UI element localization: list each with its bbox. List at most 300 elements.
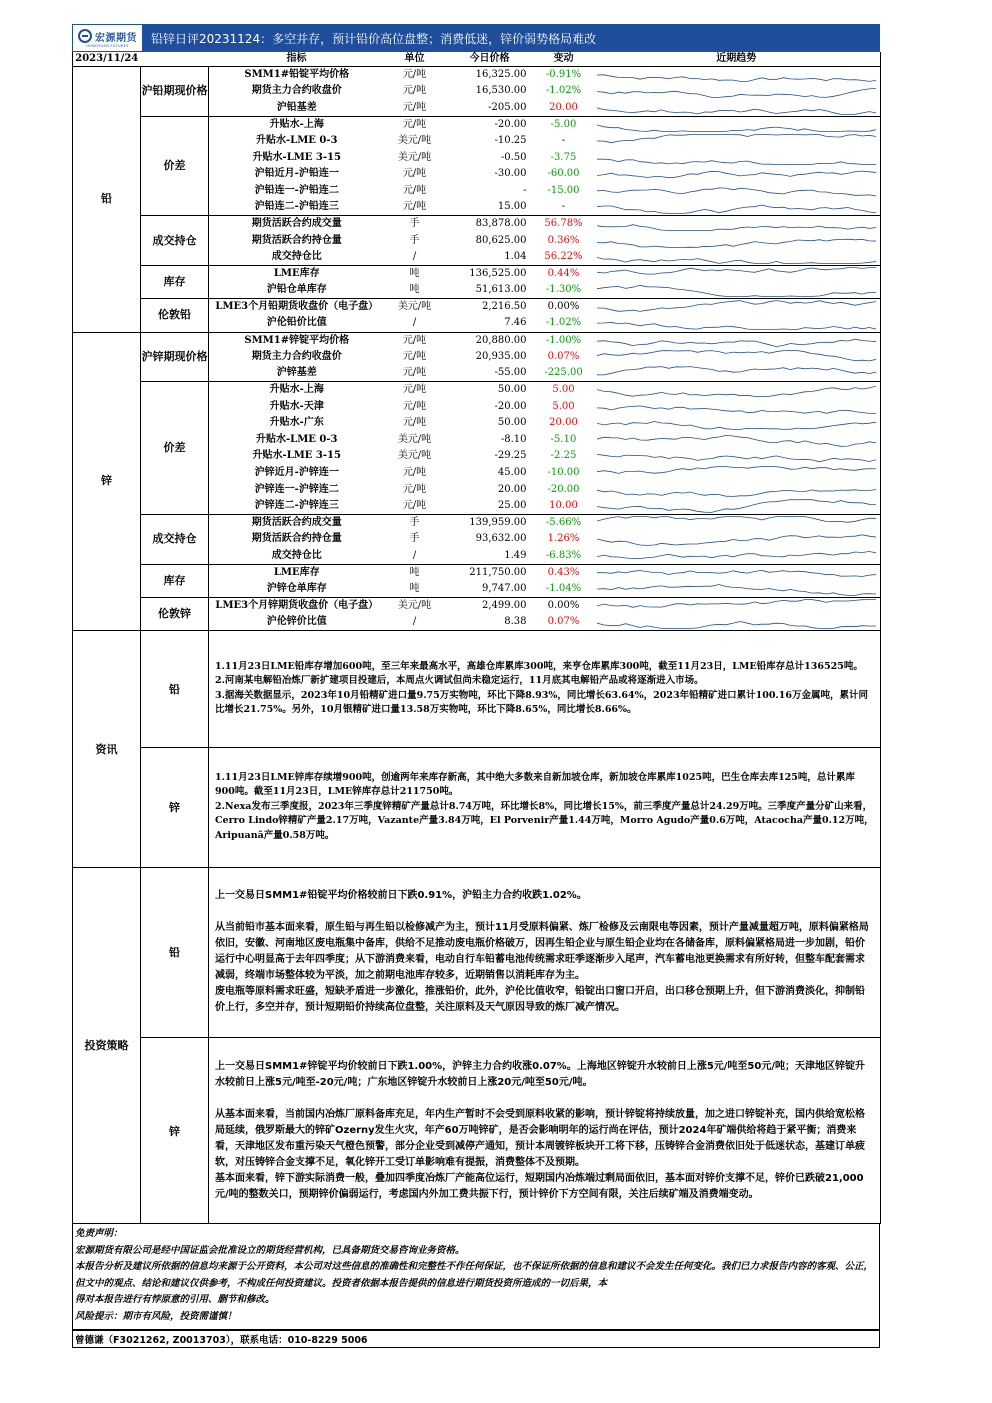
sparkline-line (597, 323, 877, 330)
company-logo (73, 25, 143, 51)
disclaimer (72, 1224, 880, 1330)
sparkline-line (597, 551, 877, 558)
price-value: 16,325.00 (475, 69, 527, 81)
unit-value: 元/吨 (402, 350, 427, 362)
sparkline-svg (597, 349, 877, 365)
market-data-table (72, 52, 881, 631)
sparkline-svg (597, 531, 877, 547)
strategy-zinc-para: 上一交易日SMM1#锌锭平均价较前日下跌1.00%，沪锌主力合约收涨0.07%。上海地区锌锭升水较前日上涨5元/吨至50元/吨；天津地区锌锭升水较前日上涨5元/吨至-20元/吨；广东地区锌锭升水较前日上涨20元/吨至50元/吨。 (215, 1060, 866, 1088)
news-zinc-text (209, 747, 881, 867)
change-value: 56.22% (535, 249, 593, 266)
sparkline-svg (597, 249, 877, 265)
trend-sparkline (593, 83, 881, 100)
unit-value: 手 (409, 234, 420, 246)
sparkline-svg (597, 100, 877, 116)
sparkline-line (597, 225, 877, 231)
news-zinc-row (73, 747, 881, 867)
sparkline-line (597, 125, 877, 131)
unit-value: 美元/吨 (397, 450, 432, 462)
news-lead-para: 3.据海关数据显示，2023年10月铅精矿进口量9.75万实物吨，环比下降8.93%，同比增长63.64%，2023年铅精矿进口累计100.16万金属吨，累计同比增长21.75%。另外，10月银精矿进口量13.58万实物吨，环比下降8.65%，同比增长8.66%。 (215, 689, 868, 716)
trend-sparkline (593, 315, 881, 332)
sparkline-line (597, 406, 877, 414)
change-value: -5.10 (550, 433, 577, 445)
sparkline-svg (597, 83, 877, 99)
sparkline-svg (597, 614, 877, 630)
trend-sparkline (593, 332, 881, 349)
disclaimer-line: 宏源期货有限公司是经中国证监会批准设立的期货经营机构，已具备期货交易咨询业务资格。 (75, 1244, 465, 1256)
change-value: -1.02% (545, 85, 582, 97)
col-price: 今日价格 (445, 52, 535, 67)
trend-sparkline (593, 100, 881, 117)
table-row (73, 216, 881, 233)
indicator-name: 升贴水-上海 (269, 384, 324, 396)
trend-sparkline (593, 481, 881, 498)
unit-value: 美元/吨 (397, 135, 432, 147)
sparkline-svg (597, 548, 877, 564)
indicator-name: 沪铅连二-沪铅连三 (209, 199, 385, 216)
sparkline-svg (597, 233, 877, 249)
report-header (72, 24, 880, 52)
strategy-lead-para: 从当前铅市基本面来看，原生铅与再生铅以检修减产为主，预计11月受原料偏紧、炼厂检修及云南限电等因素，预计产量减量超万吨，原料偏紧格局依旧，安徽、河南地区废电瓶集中备库，供给不足推动废电瓶价格破万，因再生铅企业与原生铅企业均在各储备库，原料偏紧格局进一步加剧，铅价运行中心明显高于去年四季度；从下游消费来看，电动自行车铅蓄电池传统需求旺季逐渐步入尾声，汽车蓄电池更换需求有所好转，但整车配套需求减弱，终端市场整体较为平淡，加之前期电池库存较多，近期销售以消耗库存为主。 (215, 922, 869, 982)
zinc-category-label: 沪锌期现价格 (141, 332, 209, 382)
indicator-name: 沪铅基差 (209, 100, 385, 117)
sparkline-line (597, 467, 877, 474)
trend-sparkline (593, 133, 881, 150)
trend-sparkline (593, 548, 881, 565)
price-value: 50.00 (497, 384, 527, 396)
table-row (73, 116, 881, 133)
price-value: 83,878.00 (475, 218, 527, 230)
price-value: 1.49 (445, 548, 535, 565)
price-value: 211,750.00 (469, 566, 527, 578)
trend-sparkline (593, 249, 881, 266)
change-value: -5.00 (550, 118, 577, 130)
price-value: 80,625.00 (475, 234, 527, 246)
sparkline-line (597, 159, 877, 164)
price-value: 2,499.00 (481, 600, 527, 612)
unit-value: 元/吨 (402, 417, 427, 429)
indicator-name: 沪铅近月-沪铅连一 (254, 168, 339, 180)
price-value: 1.04 (445, 249, 535, 266)
unit-value: 美元/吨 (397, 301, 432, 313)
sparkline-line (597, 535, 877, 546)
indicator-name: SMM1#锌锭平均价格 (244, 334, 350, 346)
sparkline-svg (597, 365, 877, 381)
sparkline-line (597, 435, 877, 446)
strategy-zinc-para: 基本面来看，锌下游实际消费一般，叠加四季度冶炼厂产能高位运行，短期国内冶炼端过剩局面依旧，基本面对锌价支撑不足，锌价已跌破21,000元/吨的整数关口，预期锌价偏弱运行，考虑国内外加工费共振下行，预计锌价下方空间有限，关注后续矿端及消费端变动。 (215, 1172, 864, 1200)
trend-sparkline (593, 465, 881, 482)
col-change: 变动 (535, 52, 593, 67)
table-row (73, 67, 881, 84)
sparkline-line (597, 171, 877, 178)
news-label: 资讯 (73, 631, 141, 867)
lead-category-label: 成交持仓 (141, 216, 209, 266)
trend-sparkline (593, 614, 881, 631)
table-header-row (73, 52, 881, 67)
unit-value: / (385, 249, 445, 266)
col-unit: 单位 (385, 52, 445, 67)
news-lead-row (73, 631, 881, 747)
trend-sparkline (593, 515, 881, 532)
trend-sparkline (593, 382, 881, 399)
sparkline-svg (597, 432, 877, 448)
change-value: 20.00 (535, 100, 593, 117)
indicator-name: 期货主力合约收盘价 (251, 350, 342, 362)
change-value: - (535, 199, 593, 216)
sparkline-line (597, 75, 877, 82)
price-value: 9,747.00 (445, 581, 535, 598)
sparkline-line (597, 600, 877, 608)
unit-value: 元/吨 (402, 69, 427, 81)
sparkline-line (597, 135, 877, 143)
change-value: 5.00 (552, 400, 575, 412)
unit-value: 手 (409, 517, 420, 529)
trend-sparkline (593, 531, 881, 548)
price-value: -8.10 (500, 433, 527, 445)
unit-value: / (385, 614, 445, 631)
change-value: 0.43% (547, 566, 580, 578)
trend-sparkline (593, 365, 881, 382)
unit-value: / (385, 315, 445, 332)
sparkline-svg (597, 166, 877, 182)
change-value: -225.00 (535, 365, 593, 382)
trend-sparkline (593, 498, 881, 515)
price-value: 51,613.00 (445, 282, 535, 299)
indicator-name: 成交持仓比 (209, 548, 385, 565)
sparkline-line (597, 584, 877, 595)
logo-icon (78, 29, 92, 43)
table-row (73, 299, 881, 316)
strategy-lead-text (209, 868, 881, 1038)
indicator-name: 沪铅连一-沪铅连二 (254, 184, 339, 196)
price-value: -205.00 (445, 100, 535, 117)
news-lead-para: 1.11月23日LME铅库存增加600吨，至三年来最高水平，高雄仓库累库300吨，来亨仓库累库300吨，截至11月23日，LME铅库存总计136525吨。 (215, 660, 863, 672)
indicator-name: SMM1#铅锭平均价格 (244, 69, 350, 81)
disclaimer-line: 本报告分析及建议所依据的信息均来源于公开资料，本公司对这些信息的准确性和完整性不作任何保证，也不保证所依据的信息和建议不会发生任何变化。我们已力求报告内容的客观、公正，但文中的观点、结论和建议仅供参考，不构成任何投资建议。投资者依据本报告提供的信息进行期货投资所造成的一切后果，本 (75, 1261, 874, 1289)
news-zinc-para: 2.Nexa发布三季度报，2023年三季度锌精矿产量总计8.74万吨，环比增长8%，同比增长15%，前三季度产量总计24.29万吨。三季度产量分矿山来看，Cerro Lindo锌精矿产量2.17万吨，Vazante产量3.84万吨，El Porvenir产量1.44万吨，Morro Agudo产量0.6万吨，Atacocha产量0.12万吨，Aripuanã产量0.58万吨。 (215, 800, 874, 841)
table-row (73, 382, 881, 399)
strategy-table (72, 868, 881, 1225)
unit-value: 元/吨 (402, 400, 427, 412)
price-value: 93,632.00 (475, 533, 527, 545)
table-row (73, 515, 881, 532)
change-value: 10.00 (535, 498, 593, 515)
change-value: 0.07% (535, 614, 593, 631)
indicator-name: LME3个月铅期货收盘价（电子盘） (215, 301, 379, 313)
change-value: 5.00 (552, 384, 575, 396)
sparkline-svg (597, 465, 877, 481)
price-value: -55.00 (445, 365, 535, 382)
change-value: -1.02% (535, 315, 593, 332)
unit-value: 美元/吨 (397, 600, 432, 612)
indicator-name: 期货活跃合约持仓量 (251, 533, 342, 545)
news-zinc-para: 1.11月23日LME锌库存续增900吨，创逾两年来库存新高，其中绝大多数来自新加坡仓库，新加坡仓库累库1025吨，巴生仓库去库125吨，总计累库900吨。截至11月23日，LME锌库存总计211750吨。 (215, 771, 855, 798)
unit-value: 元/吨 (385, 498, 445, 515)
change-value: -1.00% (545, 334, 582, 346)
news-lead-text (209, 631, 881, 747)
sparkline-line (597, 367, 877, 375)
price-value: 8.38 (445, 614, 535, 631)
price-value: -30.00 (494, 168, 527, 180)
change-value: 56.78% (544, 218, 583, 230)
strategy-lead-cat: 铅 (141, 868, 209, 1038)
sparkline-svg (597, 598, 877, 614)
col-trend: 近期趋势 (593, 52, 881, 67)
sparkline-svg (597, 448, 877, 464)
sparkline-svg (597, 183, 877, 199)
logo-subtext: HONGYUAN FUTURES (86, 43, 129, 48)
sparkline-line (597, 386, 877, 396)
price-value: 20,935.00 (475, 350, 527, 362)
trend-sparkline (593, 598, 881, 615)
unit-value: 手 (409, 533, 420, 545)
price-value: 139,959.00 (469, 517, 527, 529)
indicator-name: 期货活跃合约成交量 (251, 517, 342, 529)
sparkline-svg (597, 382, 877, 398)
analyst-contact: 曾德谦（F3021262, Z0013703），联系电话：010-8229 5006 (72, 1330, 880, 1348)
sparkline-line (597, 422, 877, 430)
unit-value: 美元/吨 (397, 433, 432, 445)
sparkline-svg (597, 266, 877, 282)
indicator-name: LME库存 (273, 268, 320, 280)
news-table (72, 631, 881, 868)
indicator-name: 期货活跃合约成交量 (251, 218, 342, 230)
sparkline-svg (597, 117, 877, 133)
indicator-name: 沪锌连二-沪锌连三 (209, 498, 385, 515)
price-value: -10.25 (494, 135, 527, 147)
unit-value: 美元/吨 (397, 151, 432, 163)
indicator-name: 升贴水-LME 0-3 (256, 135, 338, 147)
strategy-zinc-para: 从基本面来看，当前国内冶炼厂原料备库充足，年内生产暂时不会受到原料收紧的影响，预计锌锭将持续放量，加之进口锌锭补充，国内供给宽松格局延续，俄罗斯最大的锌矿Ozerny发生火灾，年产60万吨锌矿，是否会影响明年的运行尚在评估，预计2024年矿端供给将趋于紧平衡；消费来看，天津地区发布重污染天气橙色预警，部分企业受到减停产通知，预计本周镀锌板块开工将下移，压铸锌合金消费依旧处于低迷状态，基建订单疲软，对压铸锌合金支撑不足，氧化锌开工受订单影响难有提振，消费整体不及预期。 (215, 1108, 865, 1168)
sparkline-line (597, 622, 877, 629)
lead-section (73, 67, 881, 333)
zinc-category-label: 价差 (141, 382, 209, 515)
indicator-name: LME库存 (273, 566, 320, 578)
indicator-name: 升贴水-上海 (269, 118, 324, 130)
sparkline-line (597, 489, 877, 496)
sparkline-svg (597, 498, 877, 514)
sparkline-svg (597, 565, 877, 581)
price-value: 20,880.00 (475, 334, 527, 346)
indicator-name: 沪伦锌价比值 (209, 614, 385, 631)
unit-value: 元/吨 (402, 118, 427, 130)
price-value: - (523, 184, 527, 196)
indicator-name: LME3个月锌期货收盘价（电子盘） (215, 600, 379, 612)
trend-sparkline (593, 166, 881, 183)
trend-sparkline (593, 448, 881, 465)
indicator-name: 沪伦铅价比值 (209, 315, 385, 332)
report-page (72, 24, 880, 1348)
sparkline-svg (597, 133, 877, 149)
change-value: -60.00 (547, 168, 580, 180)
zinc-category-label: 成交持仓 (141, 515, 209, 565)
trend-sparkline (593, 415, 881, 432)
change-value: 0.07% (547, 350, 580, 362)
sparkline-line (597, 205, 877, 213)
trend-sparkline (593, 349, 881, 366)
price-value: 20.00 (497, 483, 527, 495)
sparkline-line (597, 455, 877, 462)
unit-value: 元/吨 (402, 168, 427, 180)
strategy-zinc-text (209, 1038, 881, 1224)
sparkline-line (597, 108, 877, 115)
sparkline-svg (597, 67, 877, 83)
change-value: 0.00% (547, 301, 580, 313)
strategy-lead-para: 废电瓶等原料需求旺盛，短缺矛盾进一步激化，推涨铅价，此外，沪伦比值收窄，铅锭出口窗口开启，出口移仓预期上升，但下游消费淡化，抑制铅价上行，多空并存，预计短期铅价持续高位盘整，关注原料及天气原因导致的炼厂减产情况。 (215, 986, 865, 1014)
price-value: -29.25 (494, 450, 527, 462)
trend-sparkline (593, 216, 881, 233)
unit-value: / (385, 548, 445, 565)
price-value: 136,525.00 (469, 268, 527, 280)
strategy-zinc-row (73, 1038, 881, 1224)
price-value: 2,216.50 (481, 301, 527, 313)
strategy-label: 投资策略 (73, 868, 141, 1224)
indicator-name: 期货主力合约收盘价 (251, 85, 342, 97)
unit-value: 手 (409, 218, 420, 230)
unit-value: 元/吨 (402, 85, 427, 97)
risk-warning: 风险提示：期市有风险，投资需谨慎！ (75, 1310, 237, 1322)
change-value: -1.30% (535, 282, 593, 299)
price-value: -20.00 (494, 400, 527, 412)
sparkline-line (597, 301, 877, 312)
lead-category-label: 价差 (141, 116, 209, 216)
indicator-name: 升贴水-LME 3-15 (252, 151, 341, 163)
trend-sparkline (593, 232, 881, 249)
change-value: 0.00% (547, 600, 580, 612)
sparkline-line (597, 517, 877, 523)
sparkline-line (597, 258, 877, 264)
news-zinc-cat: 锌 (141, 747, 209, 867)
trend-sparkline (593, 282, 881, 299)
change-value: -10.00 (547, 467, 580, 479)
table-row (73, 598, 881, 615)
lead-category-label: 伦敦铅 (141, 299, 209, 332)
change-value: 1.26% (547, 533, 580, 545)
sparkline-line (597, 239, 877, 247)
indicator-name: 升贴水-广东 (269, 417, 324, 429)
strategy-zinc-cat: 锌 (141, 1038, 209, 1224)
trend-sparkline (593, 564, 881, 581)
strategy-lead-row (73, 868, 881, 1038)
change-value: -3.75 (550, 151, 577, 163)
change-value: 20.00 (549, 417, 578, 429)
sparkline-svg (597, 482, 877, 498)
unit-value: 吨 (409, 566, 420, 578)
indicator-name: 成交持仓比 (209, 249, 385, 266)
trend-sparkline (593, 116, 881, 133)
trend-sparkline (593, 581, 881, 598)
zinc-metal-label: 锌 (73, 332, 141, 631)
lead-metal-label: 铅 (73, 67, 141, 333)
price-value: 45.00 (497, 467, 527, 479)
news-lead-cat: 铅 (141, 631, 209, 747)
change-value: -6.83% (535, 548, 593, 565)
sparkline-svg (597, 315, 877, 331)
table-row (73, 332, 881, 349)
sparkline-svg (597, 199, 877, 215)
sparkline-line (597, 500, 877, 513)
indicator-name: 沪锌近月-沪锌连一 (254, 467, 339, 479)
price-value: 50.00 (497, 417, 527, 429)
sparkline-svg (597, 515, 877, 531)
sparkline-svg (597, 150, 877, 166)
indicator-name: 沪锌连一-沪锌连二 (254, 483, 339, 495)
trend-sparkline (593, 67, 881, 84)
strategy-lead-para: 上一交易日SMM1#铅锭平均价格较前日下跌0.91%，沪铅主力合约收跌1.02%。 (215, 890, 587, 902)
sparkline-svg (597, 216, 877, 232)
unit-value: 吨 (385, 282, 445, 299)
sparkline-svg (597, 282, 877, 298)
indicator-name: 升贴水-LME 3-15 (252, 450, 341, 462)
sparkline-line (597, 350, 877, 360)
zinc-section (73, 332, 881, 631)
sparkline-line (597, 268, 877, 275)
sparkline-line (597, 286, 877, 297)
unit-value: 元/吨 (402, 184, 427, 196)
report-title: 铅锌日评20231124：多空并存，预计铅价高位盘整；消费低迷，锌价弱势格局难改 (151, 31, 597, 46)
change-value: -15.00 (547, 184, 580, 196)
change-value: -0.91% (545, 69, 582, 81)
trend-sparkline (593, 432, 881, 449)
change-value: 0.44% (547, 268, 580, 280)
sparkline-svg (597, 415, 877, 431)
price-value: 25.00 (445, 498, 535, 515)
change-value: -2.25 (550, 450, 577, 462)
price-value: 16,530.00 (475, 85, 527, 97)
unit-value: 元/吨 (402, 467, 427, 479)
logo-text: 宏源期货 (95, 32, 137, 44)
lead-category-label: 库存 (141, 266, 209, 299)
disclaimer-line: 得对本报告进行有悖原意的引用、删节和修改。 (75, 1294, 275, 1306)
trend-sparkline (593, 183, 881, 200)
unit-value: 吨 (385, 581, 445, 598)
price-value: -20.00 (494, 118, 527, 130)
price-value: 7.46 (445, 315, 535, 332)
unit-value: 元/吨 (385, 199, 445, 216)
trend-sparkline (593, 398, 881, 415)
unit-value: 吨 (409, 268, 420, 280)
sparkline-svg (597, 333, 877, 349)
trend-sparkline (593, 299, 881, 316)
sparkline-svg (597, 399, 877, 415)
price-value: 15.00 (445, 199, 535, 216)
table-row (73, 564, 881, 581)
unit-value: 元/吨 (402, 483, 427, 495)
sparkline-svg (597, 299, 877, 315)
price-value: -0.50 (500, 151, 527, 163)
indicator-name: 升贴水-LME 0-3 (256, 433, 338, 445)
change-value: - (561, 135, 566, 147)
zinc-category-label: 伦敦锌 (141, 598, 209, 631)
unit-value: 元/吨 (385, 100, 445, 117)
sparkline-line (597, 89, 877, 98)
sparkline-svg (597, 581, 877, 597)
change-value: -1.04% (535, 581, 593, 598)
indicator-name: 沪锌仓单库存 (209, 581, 385, 598)
sparkline-line (597, 188, 877, 196)
zinc-category-label: 库存 (141, 564, 209, 597)
change-value: 0.36% (547, 234, 580, 246)
disclaimer-title: 免责声明： (75, 1228, 123, 1240)
trend-sparkline (593, 199, 881, 216)
sparkline-line (597, 339, 877, 346)
change-value: -20.00 (547, 483, 580, 495)
unit-value: 元/吨 (402, 384, 427, 396)
sparkline-line (597, 570, 877, 576)
col-indicator: 指标 (209, 52, 385, 67)
trend-sparkline (593, 149, 881, 166)
report-date: 2023/11/24 (73, 52, 141, 67)
